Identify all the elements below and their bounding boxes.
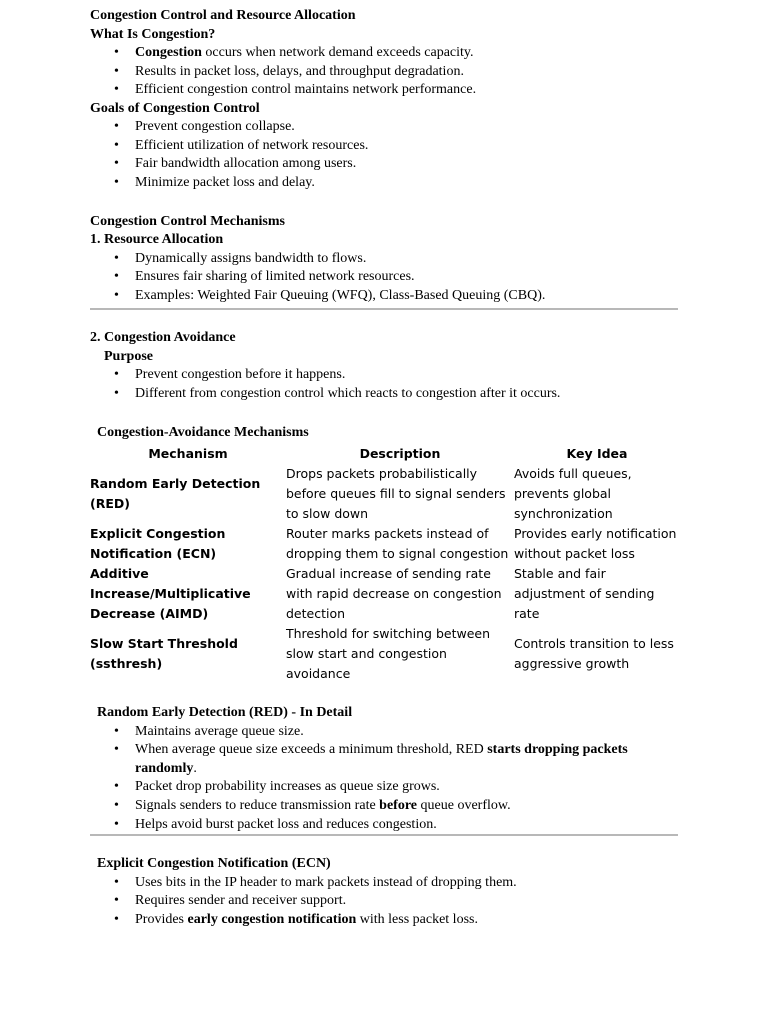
bullet-icon: • [114, 798, 119, 813]
table-row [90, 564, 680, 624]
list-item: • Examples: Weighted Fair Queuing (WFQ), Class-Based Queuing (CBQ). [90, 287, 678, 306]
bullet-icon: • [114, 723, 119, 739]
key-idea-cell: Controls transition to less aggressive growth [514, 636, 674, 672]
list-item: • Packet drop probability increases as queue size grows. [90, 778, 678, 797]
description-cell: Threshold for switching between slow start and congestion avoidance [286, 626, 490, 682]
bullet-icon: • [114, 250, 119, 266]
mechanism-cell: Additive Increase/Multiplicative Decrease (AIMD) [90, 566, 251, 622]
ecn-list [90, 874, 678, 930]
red-heading: Random Early Detection (RED) - In Detail [97, 705, 353, 721]
bullet-icon: • [114, 287, 119, 303]
column-header-key-idea: Key Idea [566, 445, 628, 461]
column-header-mechanism: Mechanism [148, 445, 228, 461]
bullet-icon: • [114, 156, 119, 172]
bullet-icon: • [114, 119, 119, 135]
bullet-icon: • [114, 82, 119, 98]
list-item: • Signals senders to reduce transmission rate before queue overflow. [90, 797, 678, 816]
bullet-icon: • [114, 816, 119, 832]
what-is-heading: What Is Congestion? [90, 26, 216, 42]
table-row [90, 524, 680, 564]
list-item: • When average queue size exceeds a minimum threshold, RED starts dropping packets randomly. [114, 742, 628, 776]
description-cell: Drops packets probabilistically before queues fill to signal senders to slow down [286, 466, 506, 522]
bullet-icon: • [114, 779, 119, 795]
spacer [90, 310, 678, 329]
list-item: • Provides early congestion notification with less packet loss. [90, 911, 678, 930]
table-caption: Congestion-Avoidance Mechanisms [97, 424, 309, 440]
bullet-icon: • [114, 893, 119, 909]
bullet-icon: • [114, 874, 119, 890]
bullet-icon: • [114, 367, 119, 383]
list-item: • Ensures fair sharing of limited network resources. [90, 268, 678, 287]
list-item: • Different from congestion control which reacts to congestion after it occurs. [90, 385, 678, 404]
spacer [90, 836, 678, 855]
purpose-list [90, 366, 678, 403]
list-item: • Uses bits in the IP header to mark packets instead of dropping them. [90, 874, 678, 893]
ecn-heading: Explicit Congestion Notification (ECN) [97, 856, 331, 872]
column-header-description: Description [359, 445, 441, 461]
bullet-icon: • [114, 269, 119, 285]
key-idea-cell: Provides early notification without packet loss [514, 526, 677, 562]
red-list [90, 723, 678, 835]
list-item: • Efficient congestion control maintains network performance. [90, 81, 678, 100]
bullet-icon: • [114, 63, 119, 79]
resource-allocation-list [90, 250, 678, 306]
list-item: • Maintains average queue size. [90, 723, 678, 742]
bullet-icon: • [114, 911, 119, 927]
list-item: • Helps avoid burst packet loss and reduces congestion. [90, 816, 678, 835]
list-item: • Prevent congestion collapse. [90, 118, 678, 137]
purpose-heading: Purpose [104, 348, 153, 364]
mechanism-cell: Random Early Detection (RED) [90, 476, 261, 512]
document-page [90, 7, 678, 929]
bullet-icon: • [114, 386, 119, 402]
mechanism-cell: Slow Start Threshold (ssthresh) [90, 636, 238, 672]
what-is-list [90, 44, 678, 100]
bullet-icon: • [114, 45, 119, 60]
mechanism-cell: Explicit Congestion Notification (ECN) [90, 526, 226, 562]
list-item: • Prevent congestion before it happens. [90, 366, 678, 385]
goals-list [90, 118, 678, 192]
document-title: Congestion Control and Resource Allocation [90, 8, 356, 23]
spacer [90, 684, 678, 704]
table-row [90, 624, 680, 684]
table-row [90, 464, 680, 524]
list-item: • Results in packet loss, delays, and throughput degradation. [90, 63, 678, 82]
list-item: • Minimize packet loss and delay. [90, 174, 678, 193]
goals-heading: Goals of Congestion Control [90, 100, 260, 116]
table-header-row [90, 442, 680, 464]
description-cell: Router marks packets instead of dropping them to signal congestion [286, 526, 509, 562]
bullet-icon: • [114, 175, 119, 191]
avoidance-heading: 2. Congestion Avoidance [90, 330, 236, 346]
list-item: • Fair bandwidth allocation among users. [90, 155, 678, 174]
list-item: • Dynamically assigns bandwidth to flows. [90, 250, 678, 269]
spacer [90, 193, 678, 213]
description-cell: Gradual increase of sending rate with rapid decrease on congestion detection [286, 566, 502, 622]
mechanisms-heading: Congestion Control Mechanisms [90, 213, 285, 229]
list-item: • Requires sender and receiver support. [90, 892, 678, 911]
mechanisms-table [90, 442, 680, 684]
bullet-icon: • [114, 742, 119, 758]
spacer [90, 404, 678, 424]
key-idea-cell: Avoids full queues, prevents global synchronization [514, 466, 632, 522]
key-idea-cell: Stable and fair adjustment of sending rate [514, 566, 655, 622]
resource-allocation-heading: 1. Resource Allocation [90, 232, 224, 248]
list-item: • Congestion occurs when network demand exceeds capacity. [90, 44, 678, 63]
list-item: • Efficient utilization of network resources. [90, 137, 678, 156]
bullet-icon: • [114, 137, 119, 153]
